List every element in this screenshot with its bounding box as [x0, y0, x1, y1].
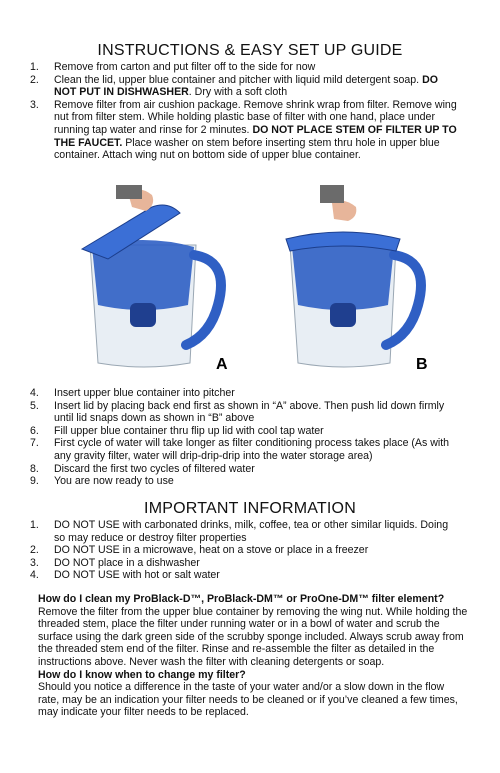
pitcher-lid-closed-illustration: [268, 185, 434, 377]
step-text: [54, 99, 457, 161]
step-number: 9.: [30, 475, 39, 488]
assembly-steps-list: [30, 387, 460, 488]
step-text-segment: Remove from carton and put filter off to the side for now: [54, 61, 316, 73]
pitcher-lid-open-illustration: [68, 185, 234, 377]
list-item: [30, 519, 460, 544]
step-text: Discard the first two cycles of filtered water: [54, 462, 255, 475]
step-text: Insert lid by placing back end first as shown in “A” above. Then push lid down firmly until lid snaps down as shown in “B” above: [54, 399, 445, 425]
important-list: [30, 519, 460, 582]
list-item: [30, 544, 460, 557]
item-text: DO NOT USE with hot or salt water: [54, 569, 220, 582]
item-number: 3.: [30, 556, 39, 569]
step-number: 4.: [30, 387, 39, 399]
step-text-segment: Place washer on stem before inserting stem thru hole in upper blue container. Attach wing nut on bottom side of upper blue container.: [54, 136, 440, 162]
faq-answer: Should you notice a difference in the taste of your water and/or a slow down in the flow rate, may be an indication your filter needs to be cleaned or if you’ve cleaned a few times, may indicate your filter needs to be replaced.: [38, 681, 458, 719]
list-item: [30, 425, 460, 438]
list-item: [30, 557, 460, 570]
step-text-segment: Clean the lid, upper blue container and pitcher with liquid mild detergent soap.: [54, 73, 423, 86]
item-text: DO NOT place in a dishwasher: [54, 556, 200, 569]
photo-label: B: [416, 356, 428, 373]
step-text: Insert upper blue container into pitcher: [54, 387, 235, 399]
pitcher-photo-b: [268, 185, 434, 377]
faq-question: How do I clean my ProBlack-D™, ProBlack-DM™ or ProOne-DM™ filter element?: [38, 593, 445, 605]
setup-steps-list: [30, 61, 460, 162]
pitcher-photo-a: [68, 185, 234, 377]
step-text: First cycle of water will take longer as filter conditioning process takes place (As with any gravity filter, water will drip-drip-drip into the water storage area): [54, 437, 450, 462]
faq-question: How do I know when to change my filter?: [38, 668, 246, 681]
step-number: 7.: [30, 437, 39, 450]
faq-section: [38, 593, 468, 719]
photo-label: A: [216, 356, 228, 373]
step-number: 1.: [30, 61, 39, 73]
step-text: [54, 74, 438, 99]
step-text: Fill upper blue container thru flip up lid with cool tap water: [54, 424, 324, 437]
step-text: [54, 61, 315, 73]
step-number: 2.: [30, 73, 39, 86]
list-item: [30, 400, 460, 425]
step-text: You are now ready to use: [54, 475, 174, 488]
list-item: [30, 99, 460, 162]
page-title: INSTRUCTIONS & EASY SET UP GUIDE: [97, 42, 403, 59]
list-item: [30, 61, 460, 74]
emphasis-text: DO NOT PLACE STEM OF FILTER UP TO THE FAUCET.: [54, 123, 457, 149]
step-number: 8.: [30, 462, 39, 475]
emphasis-text: DO NOT PUT IN DISHWASHER: [54, 73, 438, 99]
item-number: 2.: [30, 544, 39, 557]
step-number: 3.: [30, 98, 39, 111]
list-item: [30, 437, 460, 462]
step-number: 5.: [30, 399, 39, 412]
list-item: [30, 475, 460, 488]
list-item: [30, 74, 460, 99]
list-item: [30, 463, 460, 476]
step-text-segment: . Dry with a soft cloth: [188, 86, 288, 99]
important-title: IMPORTANT INFORMATION: [144, 500, 356, 517]
item-number: 1.: [30, 519, 39, 531]
item-text: DO NOT USE in a microwave, heat on a stove or place in a freezer: [54, 544, 369, 557]
faq-answer: Remove the filter from the upper blue container by removing the wing nut. While holding the threaded stem, place the filter under running water or in a bowl of water and scrub the surface using the dark green side of the scrubby sponge included. Always scrub away from the threaded stem end of the filter. Rinse and re-assemble the filter as detailed in the instructions above. Never wash the filter with cleaning detergents or soap.: [38, 605, 468, 668]
item-text: DO NOT USE with carbonated drinks, milk, coffee, tea or other similar liquids. Doing so may reduce or destroy filter properties: [54, 519, 449, 544]
list-item: [30, 569, 460, 582]
step-number: 6.: [30, 424, 39, 437]
list-item: [30, 387, 460, 400]
item-number: 4.: [30, 569, 39, 582]
step-text-segment: Remove filter from air cushion package. Remove shrink wrap from filter. Remove wing nut from filter stem. While holding plastic base of filter with one hand, place under running tap water and rinse for 2 minutes.: [54, 98, 457, 136]
